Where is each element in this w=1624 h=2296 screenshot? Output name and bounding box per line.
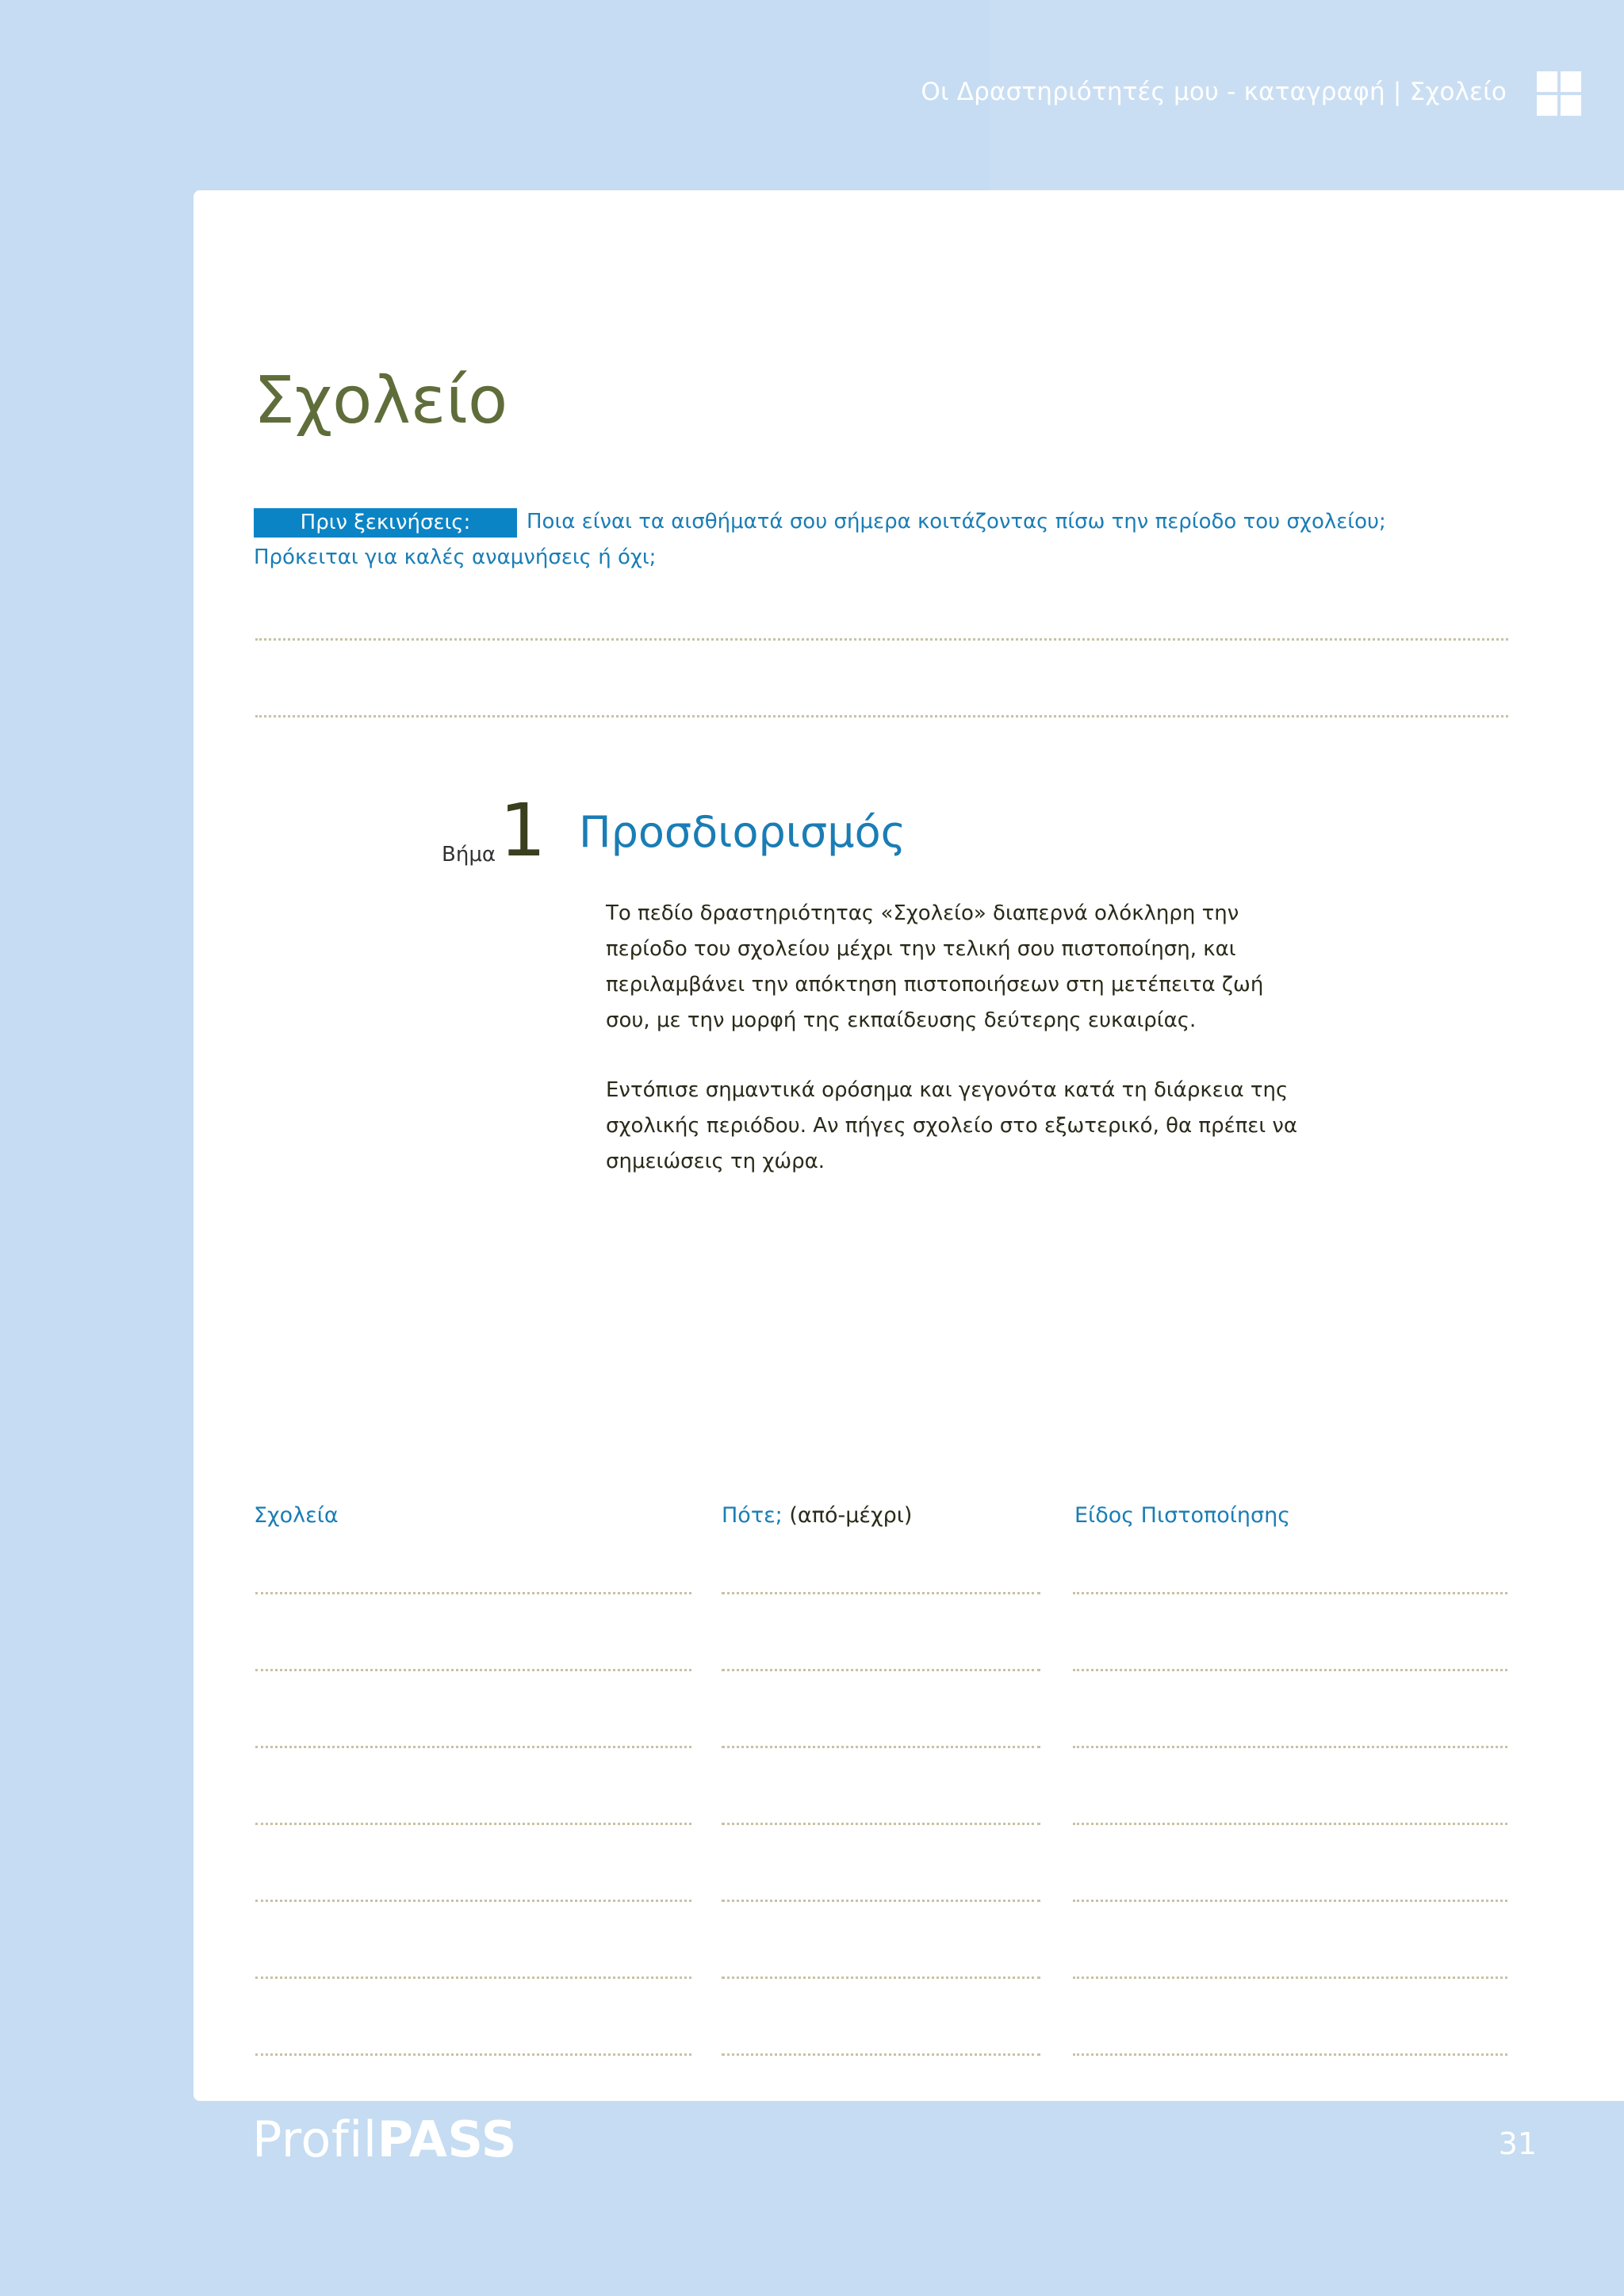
logo-square (1537, 71, 1557, 92)
table-cell-line[interactable] (1073, 1669, 1507, 1671)
column-header-label: Σχολεία (254, 1503, 339, 1528)
logo-square (1561, 95, 1581, 116)
table-cell-line[interactable] (255, 1900, 691, 1902)
column-header-when (722, 1503, 912, 1528)
table-cell-line[interactable] (255, 1592, 691, 1594)
step-number: 1 (500, 788, 546, 873)
column-header-sublabel: (από-μέχρι) (789, 1503, 913, 1528)
section-header: Οι Δραστηριότητές μου - καταγραφή | Σχολείο (921, 78, 1507, 106)
table-cell-line[interactable] (1073, 1592, 1507, 1594)
answer-line[interactable] (255, 638, 1508, 641)
answer-line[interactable] (255, 715, 1508, 718)
page-number: 31 (1498, 2126, 1537, 2161)
table-cell-line[interactable] (255, 1823, 691, 1825)
before-start-badge: Πριν ξεκινήσεις: (254, 508, 517, 538)
page-title: Σχολείο (254, 363, 508, 438)
column-header-label: Είδος Πιστοποίησης (1074, 1503, 1291, 1528)
table-cell-line[interactable] (722, 1976, 1040, 1979)
table-cell-line[interactable] (255, 1976, 691, 1979)
intro-question-line1: Ποια είναι τα αισθήματά σου σήμερα κοιτάζοντας πίσω την περίοδο του σχολείου; (527, 510, 1386, 534)
intro-question-line2: Πρόκειται για καλές αναμνήσεις ή όχι; (254, 545, 657, 569)
column-header-label: Πότε; (722, 1503, 783, 1528)
brand-logo-bold: PASS (377, 2110, 517, 2168)
table-cell-line[interactable] (255, 2053, 691, 2056)
table-cell-line[interactable] (722, 1900, 1040, 1902)
table-cell-line[interactable] (1073, 1746, 1507, 1748)
table-cell-line[interactable] (1073, 1823, 1507, 1825)
column-header-certification (1074, 1503, 1290, 1528)
brand-logo (252, 2110, 517, 2168)
logo-square (1561, 71, 1581, 92)
step-paragraph: Το πεδίο δραστηριότητας «Σχολείο» διαπερνά ολόκληρη την περίοδο του σχολείου μέχρι την τελική σου πιστοποίηση, και περιλαμβάνει την απόκτηση πιστοποιήσεων στη μετέπειτα ζωή σου, με την μορφή της εκπαίδευσης δεύτερης ευκαιρίας. (606, 901, 1264, 1032)
step-paragraph: Εντόπισε σημαντικά ορόσημα και γεγονότα κατά τη διάρκεια της σχολικής περιόδου. Αν πήγες σχολείο στο εξωτερικό, θα πρέπει να σημειώσεις τη χώρα. (606, 1078, 1298, 1173)
step-label: Βήμα (442, 843, 496, 867)
table-cell-line[interactable] (722, 1823, 1040, 1825)
brand-logo-light: Profil (252, 2110, 377, 2168)
table-cell-line[interactable] (722, 2053, 1040, 2056)
table-cell-line[interactable] (1073, 1976, 1507, 1979)
logo-square (1537, 95, 1557, 116)
table-cell-line[interactable] (722, 1592, 1040, 1594)
column-header-schools (254, 1503, 339, 1528)
table-cell-line[interactable] (1073, 2053, 1507, 2056)
step-title: Προσδιορισμός (579, 807, 906, 857)
grid-logo-icon (1537, 71, 1581, 116)
table-cell-line[interactable] (722, 1746, 1040, 1748)
table-cell-line[interactable] (255, 1669, 691, 1671)
table-cell-line[interactable] (722, 1669, 1040, 1671)
table-cell-line[interactable] (255, 1746, 691, 1748)
table-cell-line[interactable] (1073, 1900, 1507, 1902)
